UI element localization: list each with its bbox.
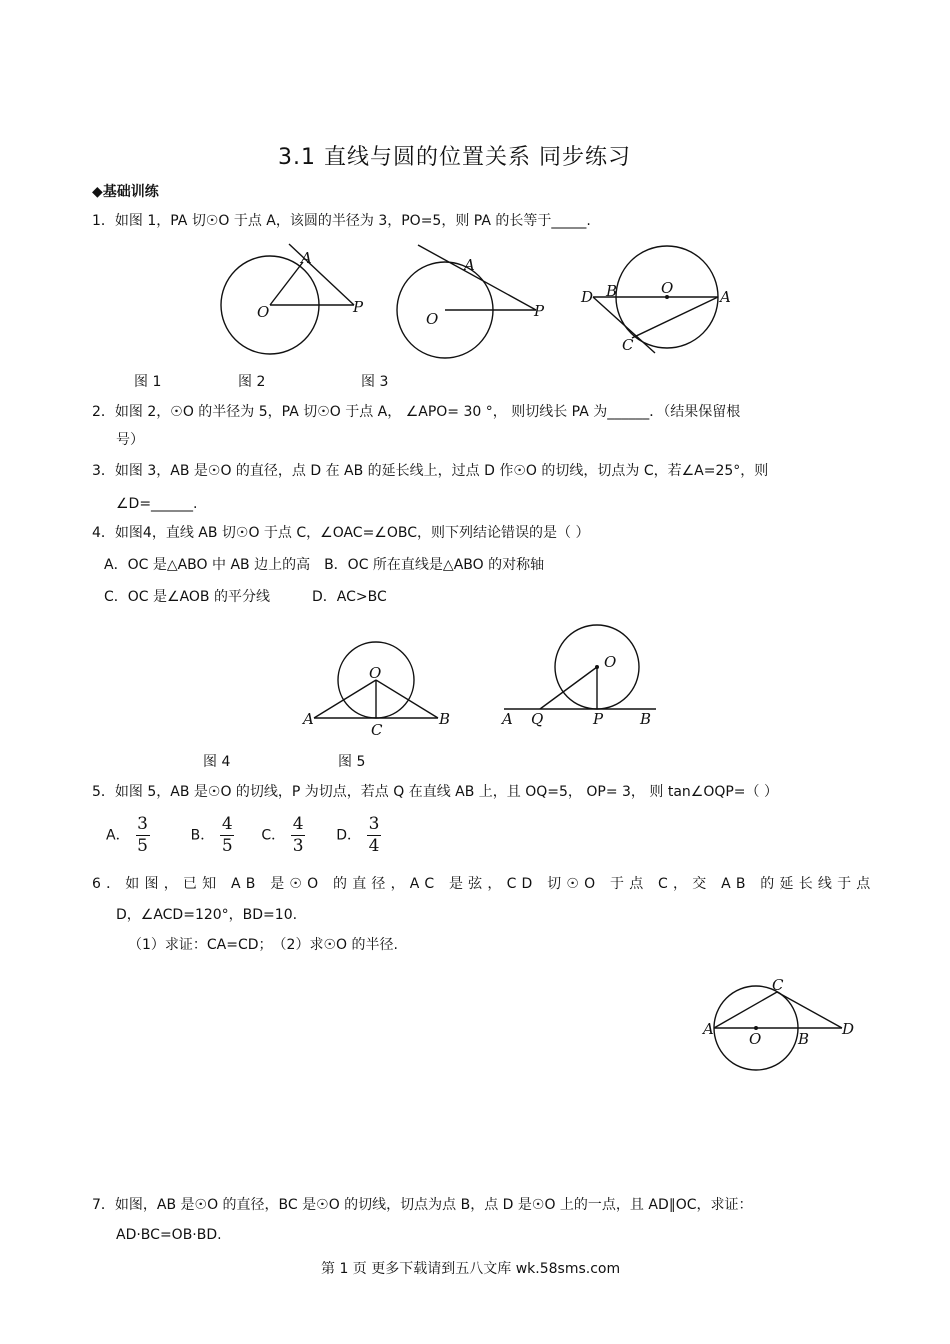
figure-1 [215,240,365,360]
question-7-line-1: 7．如图，AB 是☉O 的直径，BC 是☉O 的切线，切点为点 B，点 D 是☉O 上的一点，且 AD∥OC，求证： [92,1197,753,1213]
question-6-line-2: D，∠ACD=120°，BD=10. [116,907,298,923]
fig-label-5: 图 5 [338,754,366,770]
section-heading: ◆基础训练 [92,184,159,200]
fig6-label-c: C [772,976,784,994]
fig6-label-a: A [703,1020,714,1038]
fig-label-4: 图 4 [203,754,231,770]
fig4-label-a: A [303,710,314,728]
fig5-label-q: Q [531,710,544,728]
fig3-label-d: D [581,288,594,306]
fig4-label-c: C [371,721,383,739]
question-2-line-2: 号） [116,432,144,448]
fig5-label-p: P [593,710,604,728]
q5-option-b: B． $\frac{4}{5}$ [190,814,233,856]
figure-6 [700,972,865,1080]
fig2-label-o: O [426,310,439,328]
question-7-line-2: AD·BC=OB·BD. [116,1227,222,1243]
fig3-label-a: A [720,288,731,306]
question-3-line-2: ∠D=______. [116,496,198,512]
fig1-label-o: O [257,303,270,321]
fig5-label-b: B [640,710,652,728]
q5-option-d: D． $\frac{3}{4}$ [336,814,380,856]
fig1-label-p: P [353,298,364,316]
fig4-label-b: B [439,710,451,728]
fig2-label-a: A [464,256,475,274]
figure-3 [575,240,745,360]
question-4-options-cd: C．OC 是∠AOB 的平分线 D．AC>BC [104,589,387,605]
fig6-label-o: O [749,1030,762,1048]
figure-2 [390,240,555,365]
q5-option-a: A． $\frac{3}{5}$ [106,814,148,856]
fig5-label-a: A [502,710,513,728]
question-1: 1．如图 1，PA 切☉O 于点 A，该圆的半径为 3，PO=5，则 PA 的长等于_____. [92,213,591,229]
question-6-parts: （1）求证：CA=CD； （2）求☉O 的半径. [128,937,398,953]
fig6-label-b: B [798,1030,810,1048]
fig3-label-c: C [622,336,634,354]
page-footer: 第 1 页 更多下载请到五八文库 wk.58sms.com [321,1261,621,1277]
figure-5 [498,620,663,732]
question-5: 5．如图 5，AB 是☉O 的切线，P 为切点，若点 Q 在直线 AB 上，且 OQ=5， OP= 3， 则 tan∠OQP=（ ） [92,784,778,800]
fig5-label-o: O [604,653,617,671]
fig-label-3: 图 3 [361,374,389,390]
question-4: 4．如图4，直线 AB 切☉O 于点 C，∠OAC=∠OBC，则下列结论错误的是（ ） [92,525,590,541]
fig3-label-o: O [661,279,674,297]
fig-label-2: 图 2 [238,374,266,390]
figure-4 [298,640,458,740]
question-2-line-1: 2．如图 2，☉O 的半径为 5，PA 切☉O 于点 A， ∠APO= 30 °， 则切线长 PA 为______．（结果保留根 [92,404,741,420]
fig6-label-d: D [842,1020,855,1038]
fig1-label-a: A [301,249,312,267]
question-3-line-1: 3．如图 3，AB 是☉O 的直径，点 D 在 AB 的延长线上，过点 D 作☉O 的切线，切点为 C，若∠A=25°，则 [92,463,769,479]
question-5-options [106,815,395,856]
page-title: 3.1 直线与圆的位置关系 同步练习 [278,145,631,170]
question-6-line-1: 6．如图，已知 AB 是☉O 的直径，AC 是弦，CD 切☉O 于点 C，交 AB 的延长线于点 [92,876,876,892]
q5-option-c: C． $\frac{4}{3}$ [261,814,304,856]
fig-label-1: 图 1 [134,374,162,390]
question-4-options-ab: A．OC 是△ABO 中 AB 边上的高 B．OC 所在直线是△ABO 的对称轴 [104,557,545,573]
fig4-label-o: O [369,664,382,682]
fig3-label-b: B [606,282,618,300]
fig2-label-p: P [534,302,545,320]
